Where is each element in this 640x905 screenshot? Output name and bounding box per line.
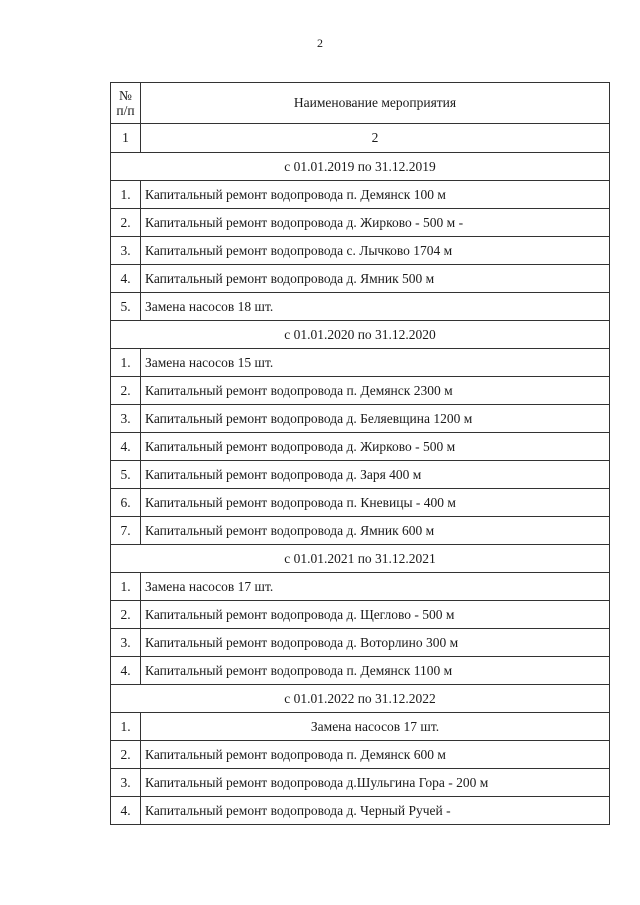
period-row	[111, 545, 610, 573]
period-row	[111, 685, 610, 713]
item-number: 1.	[111, 181, 141, 209]
item-text: Капитальный ремонт водопровода д. Беляевщина 1200 м	[141, 405, 610, 433]
item-number: 3.	[111, 629, 141, 657]
table-row	[111, 657, 610, 685]
table-row	[111, 573, 610, 601]
item-number: 4.	[111, 433, 141, 461]
header-number-line2: п/п	[116, 103, 135, 118]
table-header-row	[111, 83, 610, 124]
item-text: Капитальный ремонт водопровода д. Ямник 600 м	[141, 517, 610, 545]
item-number: 1.	[111, 573, 141, 601]
table-row	[111, 769, 610, 797]
table-body	[111, 83, 610, 825]
table-row	[111, 629, 610, 657]
header-number-line1: №	[119, 88, 132, 103]
table-row	[111, 265, 610, 293]
period-label: с 01.01.2022 по 31.12.2022	[111, 685, 610, 713]
item-number: 1.	[111, 349, 141, 377]
item-text: Капитальный ремонт водопровода п. Демянск 2300 м	[141, 377, 610, 405]
item-text: Замена насосов 17 шт.	[141, 713, 610, 741]
column-index-number: 1	[111, 124, 141, 153]
column-index-row	[111, 124, 610, 153]
item-text: Капитальный ремонт водопровода д. Ямник 500 м	[141, 265, 610, 293]
header-title-cell: Наименование мероприятия	[141, 83, 610, 124]
table-row	[111, 181, 610, 209]
item-number: 7.	[111, 517, 141, 545]
period-label: с 01.01.2020 по 31.12.2020	[111, 321, 610, 349]
item-number: 6.	[111, 489, 141, 517]
item-text: Капитальный ремонт водопровода п. Кневицы - 400 м	[141, 489, 610, 517]
period-label: с 01.01.2019 по 31.12.2019	[111, 153, 610, 181]
item-text: Капитальный ремонт водопровода д. Черный Ручей -	[141, 797, 610, 825]
item-text: Капитальный ремонт водопровода д. Жирково - 500 м	[141, 433, 610, 461]
table-row	[111, 797, 610, 825]
table-row	[111, 405, 610, 433]
item-number: 3.	[111, 769, 141, 797]
table-row	[111, 237, 610, 265]
item-text: Капитальный ремонт водопровода д. Заря 400 м	[141, 461, 610, 489]
item-text: Капитальный ремонт водопровода п. Демянск 1100 м	[141, 657, 610, 685]
item-number: 4.	[111, 265, 141, 293]
item-number: 3.	[111, 405, 141, 433]
measures-table	[110, 82, 610, 825]
item-number: 4.	[111, 657, 141, 685]
table-row	[111, 433, 610, 461]
table-row	[111, 741, 610, 769]
item-number: 3.	[111, 237, 141, 265]
column-index-title: 2	[141, 124, 610, 153]
table-row	[111, 517, 610, 545]
period-row	[111, 321, 610, 349]
item-text: Замена насосов 17 шт.	[141, 573, 610, 601]
table-row	[111, 489, 610, 517]
item-number: 4.	[111, 797, 141, 825]
page-number: 2	[317, 36, 323, 50]
period-label: с 01.01.2021 по 31.12.2021	[111, 545, 610, 573]
item-text: Капитальный ремонт водопровода д. Воторлино 300 м	[141, 629, 610, 657]
item-text: Капитальный ремонт водопровода д.Шульгина Гора - 200 м	[141, 769, 610, 797]
table-row	[111, 461, 610, 489]
item-text: Капитальный ремонт водопровода д. Жирково - 500 м -	[141, 209, 610, 237]
item-text: Капитальный ремонт водопровода п. Демянск 600 м	[141, 741, 610, 769]
table-row	[111, 713, 610, 741]
item-text: Замена насосов 18 шт.	[141, 293, 610, 321]
item-text: Капитальный ремонт водопровода д. Щеглово - 500 м	[141, 601, 610, 629]
table-row	[111, 209, 610, 237]
item-number: 5.	[111, 293, 141, 321]
item-number: 1.	[111, 713, 141, 741]
header-number-cell	[111, 83, 141, 124]
item-number: 2.	[111, 377, 141, 405]
item-text: Замена насосов 15 шт.	[141, 349, 610, 377]
item-number: 2.	[111, 741, 141, 769]
item-number: 2.	[111, 209, 141, 237]
item-text: Капитальный ремонт водопровода п. Демянск 100 м	[141, 181, 610, 209]
table-row	[111, 377, 610, 405]
period-row	[111, 153, 610, 181]
item-text: Капитальный ремонт водопровода с. Лычково 1704 м	[141, 237, 610, 265]
item-number: 2.	[111, 601, 141, 629]
table-row	[111, 349, 610, 377]
item-number: 5.	[111, 461, 141, 489]
table-row	[111, 601, 610, 629]
table-row	[111, 293, 610, 321]
